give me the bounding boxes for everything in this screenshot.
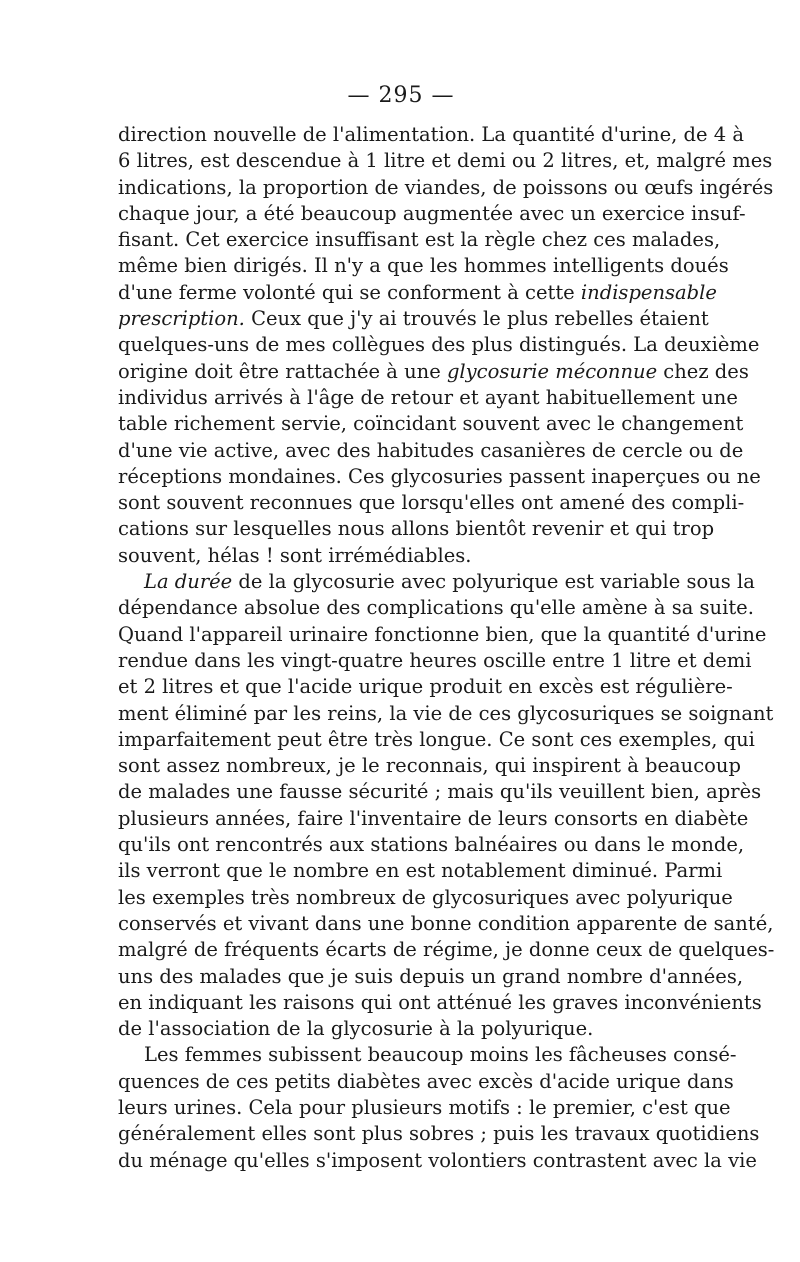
text-segment: sont assez nombreux, je le reconnais, qui inspirent à beaucoup [118,754,741,778]
text-line [118,280,717,306]
text-line [118,1016,684,1042]
text-line [118,569,755,595]
text-segment: du ménage qu'elles s'imposent volontiers contrastent avec la vie [118,1148,757,1172]
text-line [118,806,749,832]
text-line [118,1095,731,1121]
text-segment: de malades une fausse sécurité ; mais qu'ils veuillent bien, après [118,780,762,804]
text-segment: dépendance absolue des complications qu'elle amène à sa suite. [118,596,754,620]
text-segment: ils verront que le nombre en est notablement diminué. Parmi [118,859,723,883]
text-line [118,411,744,437]
text-line [118,858,723,884]
text-segment: d'une ferme volonté qui se conforment à cette [118,280,581,304]
text-line [118,516,715,542]
text-line [118,832,745,858]
text-line [118,175,774,201]
text-line [118,543,684,569]
text-line [118,1148,757,1174]
italic-text: prescription. [118,307,245,331]
text-line [118,201,746,227]
text-line [118,885,733,911]
text-segment: même bien dirigés. Il n'y a que les hommes intelligents doués [118,254,729,278]
text-segment: chez des [657,359,749,383]
text-segment: origine doit être rattachée à une [118,359,447,383]
text-segment: malgré de fréquents écarts de régime, je donne ceux de quelques- [118,938,775,962]
text-segment: quences de ces petits diabètes avec excès d'acide urique dans [118,1069,734,1093]
text-line [118,1042,737,1068]
text-line [118,701,774,727]
text-segment: Ceux que j'y ai trouvés le plus rebelles étaient [244,307,709,331]
text-segment: et 2 litres et que l'acide urique produit en excès est régulière- [118,675,733,699]
text-line [118,911,774,937]
italic-text: La durée [144,570,233,594]
text-segment: leurs urines. Cela pour plusieurs motifs : le premier, c'est que [118,1095,731,1119]
text-line [118,990,762,1016]
text-line [118,359,749,385]
text-line [118,490,745,516]
text-line [118,122,744,148]
text-segment: Les femmes subissent beaucoup moins les fâcheuses consé- [144,1043,737,1067]
text-segment: réceptions mondaines. Ces glycosuries passent inaperçues ou ne [118,464,761,488]
text-line [118,148,773,174]
text-segment: fisant. Cet exercice insuffisant est la règle chez ces malades, [118,228,721,252]
text-line [118,727,755,753]
text-segment: qu'ils ont rencontrés aux stations balnéaires ou dans le monde, [118,833,745,857]
page-number: — 295 — [347,83,455,108]
text-line [118,964,744,990]
text-line [118,595,754,621]
text-segment: de l'association de la glycosurie à la polyurique. [118,1017,594,1041]
text-segment: plusieurs années, faire l'inventaire de leurs consorts en diabète [118,806,749,830]
italic-text: indispensable [580,280,717,304]
text-line [118,227,721,253]
text-segment: ment éliminé par les reins, la vie de ces glycosuriques se soignant [118,701,774,725]
text-segment: conservés et vivant dans une bonne condition apparente de santé, [118,911,774,935]
text-line [118,464,761,490]
text-segment: individus arrivés à l'âge de retour et ayant habituellement une [118,385,738,409]
text-segment: Quand l'appareil urinaire fonctionne bien, que la quantité d'urine [118,622,767,646]
text-line [118,385,738,411]
book-page [118,83,775,1172]
italic-text: glycosurie méconnue [446,359,658,383]
text-line [118,937,775,963]
text-segment: direction nouvelle de l'alimentation. La quantité d'urine, de 4 à [118,123,744,146]
text-segment: chaque jour, a été beaucoup augmentée avec un exercice insuf- [118,201,746,225]
text-line [118,779,762,805]
text-line [118,622,767,648]
text-line [118,1069,734,1095]
text-line [118,674,733,700]
text-segment: imparfaitement peut être très longue. Ce sont ces exemples, qui [118,727,755,751]
text-segment: souvent, hélas ! sont irrémédiables. [118,543,472,567]
text-segment: rendue dans les vingt-quatre heures oscille entre 1 litre et demi [118,648,752,672]
text-line [118,753,741,779]
text-line [118,306,709,332]
text-segment: indications, la proportion de viandes, de poissons ou œufs ingérés [118,175,774,199]
text-line [118,253,729,279]
text-segment: 6 litres, est descendue à 1 litre et demi ou 2 litres, et, malgré mes [118,149,773,173]
body-text [118,122,775,1174]
text-segment: les exemples très nombreux de glycosuriques avec polyurique [118,885,733,909]
text-segment: table richement servie, coïncidant souvent avec le changement [118,412,744,436]
text-segment: d'une vie active, avec des habitudes casanières de cercle ou de [118,438,744,462]
text-segment: quelques-uns de mes collègues des plus distingués. La deuxième [118,333,760,357]
text-line [118,1121,760,1147]
text-segment: de la glycosurie avec polyurique est variable sous la [232,570,755,594]
text-line [118,332,760,358]
text-segment: cations sur lesquelles nous allons bientôt revenir et qui trop [118,517,715,541]
text-segment: uns des malades que je suis depuis un grand nombre d'années, [118,964,744,988]
text-line [118,648,752,674]
text-line [118,438,744,464]
text-segment: sont souvent reconnues que lorsqu'elles ont amené des compli- [118,491,745,515]
text-segment: en indiquant les raisons qui ont atténué les graves inconvénients [118,990,762,1014]
text-segment: généralement elles sont plus sobres ; puis les travaux quotidiens [118,1122,760,1146]
